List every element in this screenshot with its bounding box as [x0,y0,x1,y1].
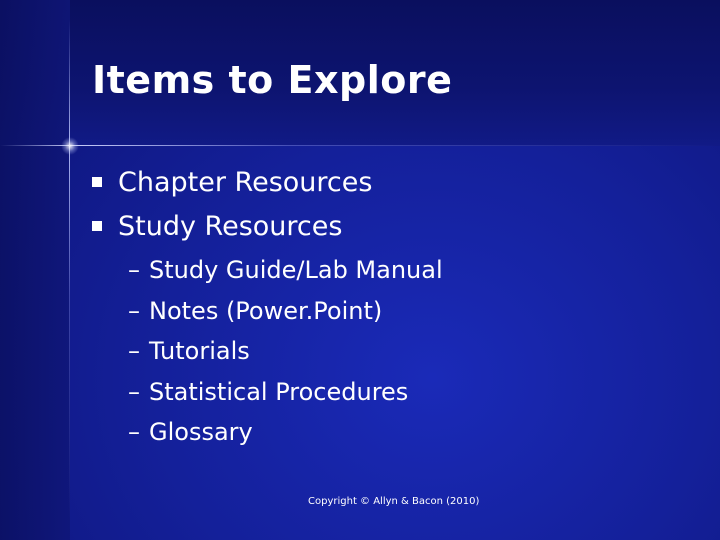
sub-item-statistical-procedures [128,372,443,413]
sub-bullet-list [128,250,443,453]
bullet-label: Chapter Resources [118,166,373,198]
sub-item-label: Tutorials [149,337,250,366]
sub-item-study-guide [128,250,443,291]
dash-marker: – [128,256,140,285]
dash-marker: – [128,337,140,366]
left-band [0,0,70,540]
bullet-label: Study Resources [118,210,343,242]
sub-item-notes [128,291,443,332]
sparkle-icon [61,137,79,155]
horizontal-accent-line [0,145,720,146]
bullet-list [92,160,372,248]
sub-item-glossary [128,412,443,453]
slide-title: Items to Explore [92,58,453,102]
sub-item-label: Study Guide/Lab Manual [149,256,443,285]
dash-marker: – [128,418,140,447]
dash-marker: – [128,296,140,325]
vertical-accent-line [69,20,70,520]
square-bullet-icon [92,221,102,231]
sub-item-tutorials [128,331,443,372]
sub-item-label: Glossary [149,418,253,447]
sub-item-label: Statistical Procedures [149,377,409,406]
dash-marker: – [128,377,140,406]
sub-item-label: Notes (Power.Point) [149,296,383,325]
copyright-footer: Copyright © Allyn & Bacon (2010) [308,496,480,507]
square-bullet-icon [92,177,102,187]
bullet-item-study-resources [92,204,372,248]
bullet-item-chapter-resources [92,160,372,204]
